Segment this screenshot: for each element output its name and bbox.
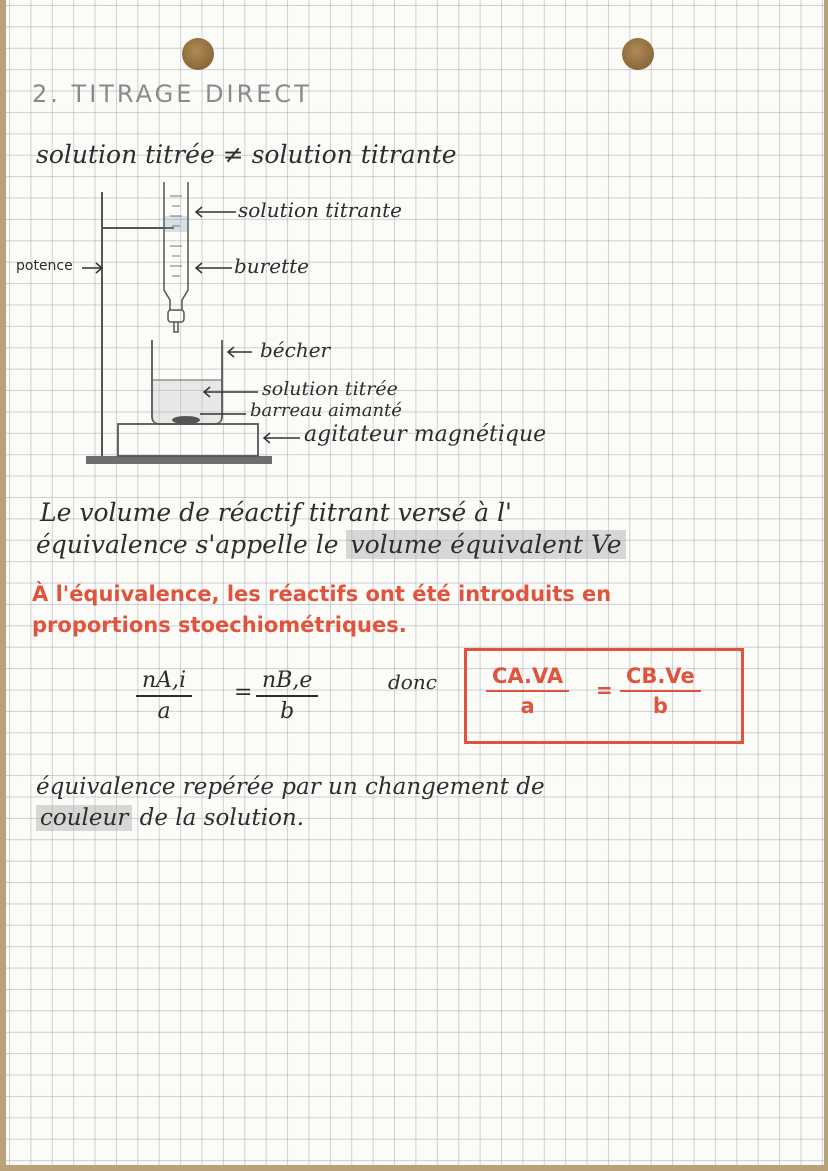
label-solution-titree: solution titrée bbox=[262, 378, 398, 400]
magnetic-stirrer bbox=[118, 424, 258, 456]
label-solution-titrante: solution titrante bbox=[238, 198, 403, 222]
label-agitateur: agitateur magnétique bbox=[304, 422, 547, 447]
fraction-cb-ve bbox=[620, 664, 701, 718]
highlight-couleur: couleur bbox=[36, 805, 132, 831]
label-burette: burette bbox=[234, 254, 309, 278]
equals-sign: = bbox=[234, 680, 253, 705]
label-potence: potence bbox=[16, 258, 73, 274]
fraction-cb-ve-numerator: CB.Ve bbox=[620, 664, 701, 692]
section-heading: 2. TITRAGE DIRECT bbox=[32, 80, 312, 108]
fraction-nb-denominator: b bbox=[280, 699, 295, 724]
fraction-na bbox=[136, 668, 192, 724]
fraction-ca-va bbox=[486, 664, 569, 718]
label-becher: bécher bbox=[260, 338, 331, 362]
rule-line2: proportions stoechiométriques. bbox=[32, 613, 407, 637]
titration-apparatus-drawing bbox=[6, 0, 824, 480]
paragraph-volume-line1: Le volume de réactif titrant versé à l' bbox=[40, 498, 512, 527]
fraction-ca-va-denominator: a bbox=[520, 694, 535, 718]
stand-base bbox=[86, 456, 272, 464]
paragraph-equivalence-line1: équivalence repérée par un changement de bbox=[36, 774, 545, 800]
highlight-volume-equivalent: volume équivalent Ve bbox=[346, 530, 625, 559]
fraction-ca-va-numerator: CA.VA bbox=[486, 664, 569, 692]
paragraph-volume-line2 bbox=[36, 530, 626, 559]
fraction-na-denominator: a bbox=[157, 699, 171, 724]
rule-line1: À l'équivalence, les réactifs ont été introduits en bbox=[32, 582, 612, 606]
paragraph-equivalence-line2-rest: de la solution. bbox=[139, 805, 305, 831]
paragraph-volume-line2-prefix: équivalence s'appelle le bbox=[36, 530, 339, 559]
stir-bar bbox=[172, 416, 200, 424]
fraction-nb bbox=[256, 668, 318, 724]
fraction-nb-numerator: nB,e bbox=[256, 668, 318, 697]
donc-word: donc bbox=[388, 670, 437, 694]
fraction-cb-ve-denominator: b bbox=[652, 694, 668, 718]
fraction-na-numerator: nA,i bbox=[136, 668, 192, 697]
boxed-equals-sign: = bbox=[596, 678, 613, 702]
subtitle: solution titrée ≠ solution titrante bbox=[36, 140, 457, 169]
label-barreau-aimante: barreau aimanté bbox=[250, 400, 402, 421]
notebook-page bbox=[6, 0, 824, 1165]
paragraph-equivalence-line2 bbox=[36, 805, 304, 831]
